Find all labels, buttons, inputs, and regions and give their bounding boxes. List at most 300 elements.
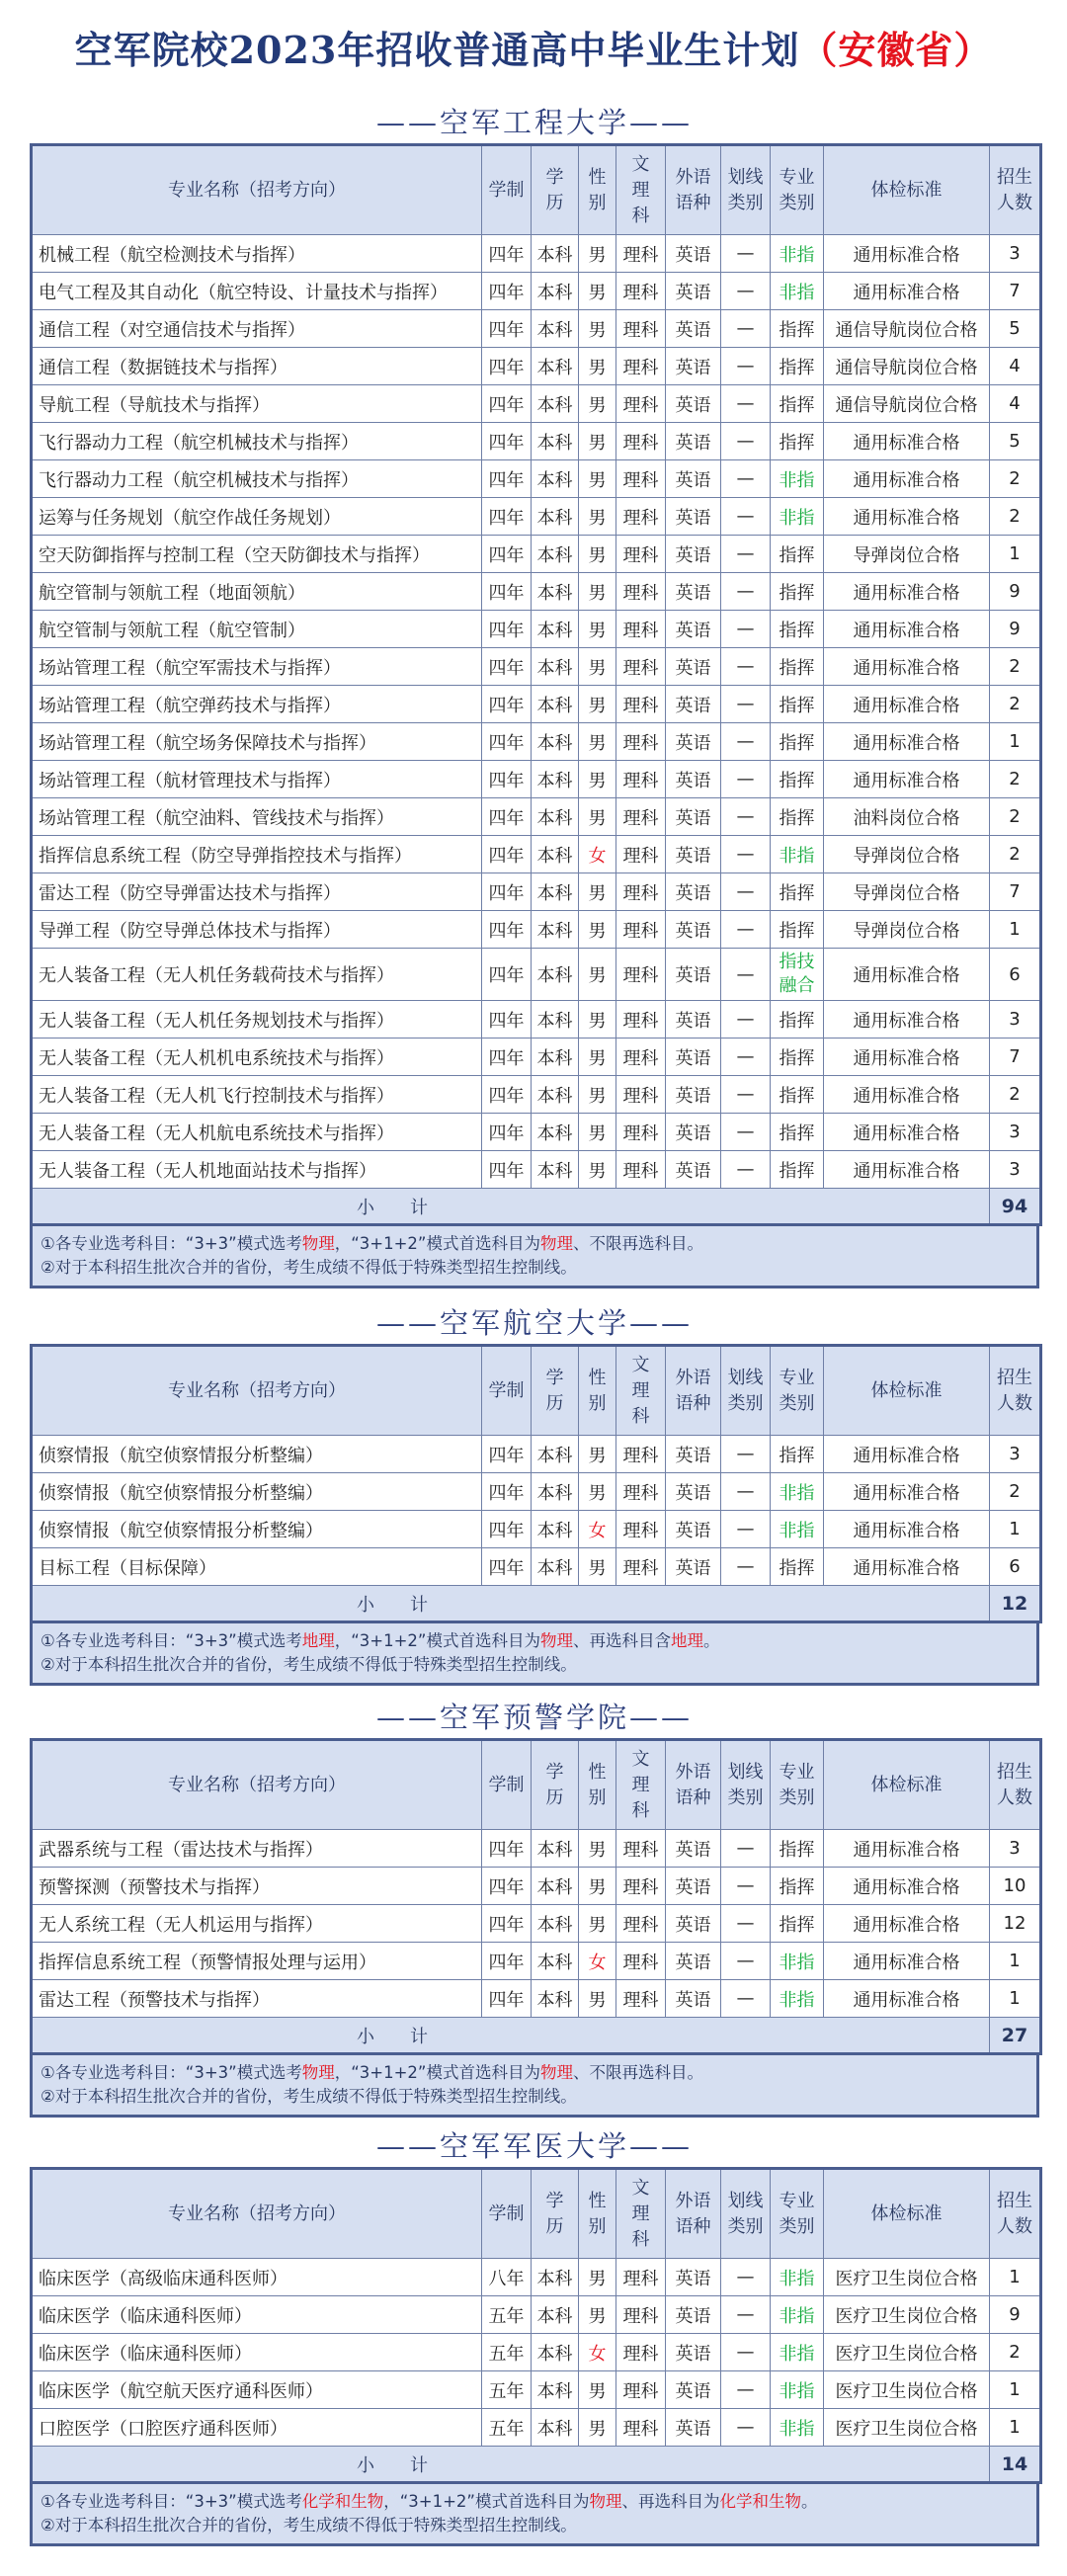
cell-count: 1 — [990, 2259, 1041, 2296]
cell-subject: 理科 — [616, 798, 666, 836]
cell-years: 四年 — [482, 235, 532, 273]
header-col-major-type: 专业类别 — [771, 145, 824, 235]
cell-years: 五年 — [482, 2371, 532, 2409]
cell-years: 四年 — [482, 573, 532, 611]
cell-line-type: — — [721, 2296, 771, 2334]
cell-health: 通用标准合格 — [824, 1436, 990, 1473]
cell-language: 英语 — [666, 1114, 721, 1151]
cell-degree: 本科 — [532, 1473, 579, 1511]
cell-line-type: — — [721, 761, 771, 798]
header-col-line-type: 划线类别 — [721, 1346, 771, 1436]
cell-line-type: — — [721, 1830, 771, 1868]
cell-name: 侦察情报（航空侦察情报分析整编） — [32, 1511, 482, 1548]
table-row — [32, 911, 1041, 949]
note-text: ②对于本科招生批次合并的省份，考生成绩不得低于特殊类型招生控制线。 — [41, 1655, 577, 1674]
cell-years: 四年 — [482, 273, 532, 310]
cell-health: 通用标准合格 — [824, 1511, 990, 1548]
table-row — [32, 1039, 1041, 1076]
cell-language: 英语 — [666, 423, 721, 460]
table-row — [32, 1830, 1041, 1868]
header-col-name: 专业名称（招考方向） — [32, 1346, 482, 1436]
cell-name: 无人装备工程（无人机任务规划技术与指挥） — [32, 1001, 482, 1039]
cell-gender: 男 — [579, 911, 616, 949]
cell-years: 四年 — [482, 1473, 532, 1511]
note-line — [41, 1256, 1028, 1280]
cell-major-type: 指挥 — [771, 310, 824, 348]
cell-health: 导弹岗位合格 — [824, 873, 990, 911]
cell-degree: 本科 — [532, 911, 579, 949]
cell-major-type: 非指 — [771, 1980, 824, 2018]
cell-health: 通用标准合格 — [824, 573, 990, 611]
cell-health: 通用标准合格 — [824, 686, 990, 723]
cell-name: 导航工程（导航技术与指挥） — [32, 385, 482, 423]
cell-degree: 本科 — [532, 686, 579, 723]
table-row — [32, 310, 1041, 348]
cell-health: 通用标准合格 — [824, 1151, 990, 1189]
cell-major-type: 指挥 — [771, 385, 824, 423]
cell-gender: 男 — [579, 1830, 616, 1868]
cell-years: 四年 — [482, 873, 532, 911]
cell-count: 1 — [990, 911, 1041, 949]
cell-language: 英语 — [666, 1473, 721, 1511]
table-row — [32, 385, 1041, 423]
cell-subject: 理科 — [616, 611, 666, 648]
cell-major-type: 非指 — [771, 498, 824, 536]
header-row — [32, 1346, 1041, 1436]
cell-name: 电气工程及其自动化（航空特设、计量技术与指挥） — [32, 273, 482, 310]
total-count: 12 — [990, 1586, 1041, 1622]
cell-language: 英语 — [666, 1436, 721, 1473]
cell-degree: 本科 — [532, 798, 579, 836]
cell-degree: 本科 — [532, 1436, 579, 1473]
cell-degree: 本科 — [532, 2259, 579, 2296]
table-row — [32, 1943, 1041, 1980]
cell-count: 5 — [990, 423, 1041, 460]
total-label: 小 计 — [32, 2018, 990, 2054]
cell-major-type: 指挥 — [771, 348, 824, 385]
plan-table — [30, 1738, 1042, 2055]
header-col-gender: 性别 — [579, 2169, 616, 2259]
header-col-language: 外语语种 — [666, 145, 721, 235]
cell-health: 通用标准合格 — [824, 423, 990, 460]
cell-language: 英语 — [666, 2334, 721, 2371]
header-col-language: 外语语种 — [666, 2169, 721, 2259]
note-line — [41, 2085, 1028, 2109]
note-text: 。 — [702, 1631, 720, 1650]
cell-name: 导弹工程（防空导弹总体技术与指挥） — [32, 911, 482, 949]
cell-major-type: 指挥 — [771, 1001, 824, 1039]
cell-language: 英语 — [666, 536, 721, 573]
cell-line-type: — — [721, 348, 771, 385]
cell-major-type: 指挥 — [771, 686, 824, 723]
cell-name: 雷达工程（预警技术与指挥） — [32, 1980, 482, 2018]
cell-degree: 本科 — [532, 1001, 579, 1039]
cell-health: 通用标准合格 — [824, 723, 990, 761]
cell-subject: 理科 — [616, 573, 666, 611]
header-col-gender: 性别 — [579, 1740, 616, 1830]
cell-years: 四年 — [482, 1001, 532, 1039]
cell-name: 预警探测（预警技术与指挥） — [32, 1868, 482, 1905]
cell-count: 2 — [990, 798, 1041, 836]
cell-name: 场站管理工程（航空军需技术与指挥） — [32, 648, 482, 686]
cell-subject: 理科 — [616, 1114, 666, 1151]
note-text: ，“3+1+2”模式首选科目为 — [334, 1234, 540, 1253]
cell-name: 飞行器动力工程（航空机械技术与指挥） — [32, 460, 482, 498]
cell-gender: 男 — [579, 761, 616, 798]
cell-major-type: 非指 — [771, 2334, 824, 2371]
cell-health: 通用标准合格 — [824, 761, 990, 798]
cell-count: 2 — [990, 686, 1041, 723]
cell-degree: 本科 — [532, 1114, 579, 1151]
cell-gender: 男 — [579, 1548, 616, 1586]
cell-health: 通用标准合格 — [824, 949, 990, 1001]
cell-gender: 男 — [579, 2409, 616, 2447]
cell-years: 四年 — [482, 536, 532, 573]
header-col-years: 学制 — [482, 1346, 532, 1436]
cell-language: 英语 — [666, 1980, 721, 2018]
cell-major-type: 非指 — [771, 235, 824, 273]
cell-gender: 男 — [579, 1001, 616, 1039]
cell-name: 场站管理工程（航空油料、管线技术与指挥） — [32, 798, 482, 836]
cell-gender: 男 — [579, 1905, 616, 1943]
table-row — [32, 1151, 1041, 1189]
cell-subject: 理科 — [616, 536, 666, 573]
cell-language: 英语 — [666, 498, 721, 536]
cell-major-type: 指挥 — [771, 1830, 824, 1868]
cell-subject: 理科 — [616, 911, 666, 949]
cell-major-type: 非指 — [771, 1943, 824, 1980]
header-col-degree: 学历 — [532, 145, 579, 235]
header-col-degree: 学历 — [532, 1740, 579, 1830]
cell-language: 英语 — [666, 1868, 721, 1905]
cell-name: 侦察情报（航空侦察情报分析整编） — [32, 1473, 482, 1511]
note-line — [41, 2514, 1028, 2537]
cell-line-type: — — [721, 873, 771, 911]
table-row — [32, 1473, 1041, 1511]
total-row — [32, 1189, 1041, 1225]
cell-health: 通用标准合格 — [824, 1473, 990, 1511]
cell-count: 3 — [990, 235, 1041, 273]
cell-count: 1 — [990, 1980, 1041, 2018]
table-row — [32, 949, 1041, 1001]
cell-major-type: 指挥 — [771, 1039, 824, 1076]
cell-subject: 理科 — [616, 873, 666, 911]
cell-years: 八年 — [482, 2259, 532, 2296]
header-col-degree: 学历 — [532, 1346, 579, 1436]
cell-name: 无人系统工程（无人机运用与指挥） — [32, 1905, 482, 1943]
plan-table — [30, 2167, 1042, 2484]
cell-name: 无人装备工程（无人机机电系统技术与指挥） — [32, 1039, 482, 1076]
cell-degree: 本科 — [532, 1980, 579, 2018]
header-col-major-type: 专业类别 — [771, 2169, 824, 2259]
cell-line-type: — — [721, 1076, 771, 1114]
cell-name: 侦察情报（航空侦察情报分析整编） — [32, 1436, 482, 1473]
cell-count: 1 — [990, 1511, 1041, 1548]
cell-major-type: 非指 — [771, 273, 824, 310]
cell-count: 12 — [990, 1905, 1041, 1943]
note-text: 。 — [800, 2492, 818, 2511]
header-col-subject: 文理科 — [616, 2169, 666, 2259]
note-text: 、再选科目为 — [621, 2492, 720, 2511]
cell-gender: 男 — [579, 573, 616, 611]
cell-subject: 理科 — [616, 949, 666, 1001]
cell-subject: 理科 — [616, 2296, 666, 2334]
cell-language: 英语 — [666, 1943, 721, 1980]
cell-years: 四年 — [482, 648, 532, 686]
cell-count: 2 — [990, 761, 1041, 798]
cell-subject: 理科 — [616, 1151, 666, 1189]
cell-line-type: — — [721, 648, 771, 686]
cell-major-type: 指技融合 — [771, 949, 824, 1001]
cell-count: 9 — [990, 573, 1041, 611]
table-row — [32, 498, 1041, 536]
cell-degree: 本科 — [532, 2296, 579, 2334]
cell-gender: 男 — [579, 873, 616, 911]
cell-subject: 理科 — [616, 310, 666, 348]
note-highlight: 物理 — [589, 2492, 622, 2511]
cell-major-type: 指挥 — [771, 873, 824, 911]
total-count: 94 — [990, 1189, 1041, 1225]
cell-subject: 理科 — [616, 1001, 666, 1039]
cell-major-type: 非指 — [771, 2259, 824, 2296]
cell-health: 医疗卫生岗位合格 — [824, 2371, 990, 2409]
cell-line-type: — — [721, 1151, 771, 1189]
cell-gender: 男 — [579, 686, 616, 723]
cell-name: 飞行器动力工程（航空机械技术与指挥） — [32, 423, 482, 460]
cell-gender: 男 — [579, 949, 616, 1001]
cell-subject: 理科 — [616, 348, 666, 385]
cell-gender: 男 — [579, 536, 616, 573]
table-row — [32, 536, 1041, 573]
table-row — [32, 1001, 1041, 1039]
section-title: ——空军预警学院—— — [375, 1701, 693, 1734]
table-row — [32, 1548, 1041, 1586]
cell-years: 四年 — [482, 761, 532, 798]
page-title-main: 空军院校2023年招收普通高中毕业生计划 — [74, 28, 800, 72]
cell-years: 四年 — [482, 1868, 532, 1905]
table-row — [32, 460, 1041, 498]
total-row — [32, 1586, 1041, 1622]
cell-degree: 本科 — [532, 1076, 579, 1114]
cell-degree: 本科 — [532, 2371, 579, 2409]
notes-box — [30, 2055, 1039, 2118]
cell-language: 英语 — [666, 1039, 721, 1076]
cell-health: 通用标准合格 — [824, 1943, 990, 1980]
cell-gender: 男 — [579, 2371, 616, 2409]
cell-name: 临床医学（临床通科医师） — [32, 2334, 482, 2371]
header-col-gender: 性别 — [579, 1346, 616, 1436]
cell-health: 通用标准合格 — [824, 235, 990, 273]
cell-name: 雷达工程（防空导弹雷达技术与指挥） — [32, 873, 482, 911]
cell-language: 英语 — [666, 348, 721, 385]
cell-major-type: 非指 — [771, 2371, 824, 2409]
cell-major-type: 指挥 — [771, 1076, 824, 1114]
cell-subject: 理科 — [616, 648, 666, 686]
table-row — [32, 1511, 1041, 1548]
table-row — [32, 1076, 1041, 1114]
header-col-subject: 文理科 — [616, 1346, 666, 1436]
cell-line-type: — — [721, 1548, 771, 1586]
cell-degree: 本科 — [532, 949, 579, 1001]
table-row — [32, 1905, 1041, 1943]
cell-health: 导弹岗位合格 — [824, 836, 990, 873]
cell-name: 临床医学（临床通科医师） — [32, 2296, 482, 2334]
total-label: 小 计 — [32, 2447, 990, 2483]
cell-subject: 理科 — [616, 2259, 666, 2296]
cell-degree: 本科 — [532, 498, 579, 536]
cell-name: 通信工程（数据链技术与指挥） — [32, 348, 482, 385]
cell-years: 四年 — [482, 460, 532, 498]
header-col-line-type: 划线类别 — [721, 2169, 771, 2259]
cell-years: 四年 — [482, 1436, 532, 1473]
cell-name: 指挥信息系统工程（防空导弹指控技术与指挥） — [32, 836, 482, 873]
cell-gender: 男 — [579, 1473, 616, 1511]
cell-subject: 理科 — [616, 1511, 666, 1548]
header-col-health: 体检标准 — [824, 1346, 990, 1436]
total-row — [32, 2447, 1041, 2483]
cell-language: 英语 — [666, 573, 721, 611]
cell-health: 通用标准合格 — [824, 1076, 990, 1114]
cell-line-type: — — [721, 1039, 771, 1076]
header-col-count: 招生人数 — [990, 145, 1041, 235]
cell-years: 四年 — [482, 498, 532, 536]
cell-health: 通信导航岗位合格 — [824, 385, 990, 423]
cell-line-type: — — [721, 1943, 771, 1980]
note-highlight: 物理 — [539, 1631, 573, 1650]
cell-subject: 理科 — [616, 1943, 666, 1980]
cell-health: 通信导航岗位合格 — [824, 310, 990, 348]
cell-degree: 本科 — [532, 1548, 579, 1586]
cell-major-type: 指挥 — [771, 1151, 824, 1189]
cell-line-type: — — [721, 385, 771, 423]
cell-name: 通信工程（对空通信技术与指挥） — [32, 310, 482, 348]
cell-subject: 理科 — [616, 385, 666, 423]
cell-years: 四年 — [482, 1980, 532, 2018]
table-row — [32, 761, 1041, 798]
cell-count: 1 — [990, 723, 1041, 761]
cell-health: 通信导航岗位合格 — [824, 348, 990, 385]
cell-name: 航空管制与领航工程（航空管制） — [32, 611, 482, 648]
header-col-years: 学制 — [482, 2169, 532, 2259]
cell-count: 5 — [990, 310, 1041, 348]
cell-language: 英语 — [666, 949, 721, 1001]
cell-health: 医疗卫生岗位合格 — [824, 2409, 990, 2447]
total-label: 小 计 — [32, 1586, 990, 1622]
notes-box — [30, 1226, 1039, 1288]
cell-years: 四年 — [482, 1548, 532, 1586]
cell-years: 四年 — [482, 1114, 532, 1151]
cell-language: 英语 — [666, 273, 721, 310]
cell-gender: 男 — [579, 1980, 616, 2018]
cell-subject: 理科 — [616, 235, 666, 273]
cell-health: 医疗卫生岗位合格 — [824, 2296, 990, 2334]
cell-health: 导弹岗位合格 — [824, 536, 990, 573]
cell-name: 临床医学（航空航天医疗通科医师） — [32, 2371, 482, 2409]
cell-degree: 本科 — [532, 273, 579, 310]
section-title: ——空军工程大学—— — [375, 106, 693, 139]
total-count: 14 — [990, 2447, 1041, 2483]
cell-subject: 理科 — [616, 1905, 666, 1943]
cell-name: 无人装备工程（无人机航电系统技术与指挥） — [32, 1114, 482, 1151]
cell-line-type: — — [721, 498, 771, 536]
cell-degree: 本科 — [532, 611, 579, 648]
cell-line-type: — — [721, 1868, 771, 1905]
cell-line-type: — — [721, 723, 771, 761]
header-col-years: 学制 — [482, 145, 532, 235]
cell-gender: 男 — [579, 498, 616, 536]
cell-degree: 本科 — [532, 1905, 579, 1943]
cell-count: 2 — [990, 460, 1041, 498]
header-col-name: 专业名称（招考方向） — [32, 1740, 482, 1830]
section-engineering-university — [30, 102, 1039, 1288]
cell-line-type: — — [721, 310, 771, 348]
plan-table — [30, 1344, 1042, 1623]
header-row — [32, 2169, 1041, 2259]
note-line — [41, 2490, 1028, 2514]
cell-health: 通用标准合格 — [824, 1830, 990, 1868]
cell-health: 通用标准合格 — [824, 611, 990, 648]
cell-years: 四年 — [482, 911, 532, 949]
cell-line-type: — — [721, 1436, 771, 1473]
cell-health: 通用标准合格 — [824, 1868, 990, 1905]
plan-table — [30, 143, 1042, 1226]
table-row — [32, 1980, 1041, 2018]
cell-line-type: — — [721, 573, 771, 611]
cell-count: 1 — [990, 2371, 1041, 2409]
cell-line-type: — — [721, 686, 771, 723]
cell-subject: 理科 — [616, 1868, 666, 1905]
note-text: ②对于本科招生批次合并的省份，考生成绩不得低于特殊类型招生控制线。 — [41, 2516, 577, 2534]
cell-subject: 理科 — [616, 498, 666, 536]
table-row — [32, 836, 1041, 873]
header-col-years: 学制 — [482, 1740, 532, 1830]
cell-gender: 男 — [579, 611, 616, 648]
cell-language: 英语 — [666, 761, 721, 798]
cell-language: 英语 — [666, 1001, 721, 1039]
cell-language: 英语 — [666, 873, 721, 911]
cell-degree: 本科 — [532, 385, 579, 423]
cell-degree: 本科 — [532, 423, 579, 460]
note-line — [41, 1653, 1028, 1677]
note-text: ，“3+1+2”模式首选科目为 — [383, 2492, 590, 2511]
cell-degree: 本科 — [532, 1039, 579, 1076]
cell-years: 四年 — [482, 1151, 532, 1189]
cell-name: 航空管制与领航工程（地面领航） — [32, 573, 482, 611]
cell-health: 通用标准合格 — [824, 460, 990, 498]
cell-degree: 本科 — [532, 1830, 579, 1868]
cell-degree: 本科 — [532, 1943, 579, 1980]
cell-count: 1 — [990, 536, 1041, 573]
cell-line-type: — — [721, 1980, 771, 2018]
total-row — [32, 2018, 1041, 2054]
cell-subject: 理科 — [616, 1436, 666, 1473]
section-medical-university — [30, 2125, 1039, 2546]
cell-language: 英语 — [666, 1905, 721, 1943]
cell-gender: 男 — [579, 385, 616, 423]
cell-language: 英语 — [666, 1830, 721, 1868]
cell-years: 四年 — [482, 1039, 532, 1076]
cell-line-type: — — [721, 1511, 771, 1548]
cell-degree: 本科 — [532, 536, 579, 573]
note-text: 、不限再选科目。 — [572, 2063, 703, 2082]
cell-count: 2 — [990, 2334, 1041, 2371]
cell-major-type: 非指 — [771, 1511, 824, 1548]
cell-language: 英语 — [666, 1076, 721, 1114]
cell-language: 英语 — [666, 385, 721, 423]
cell-major-type: 非指 — [771, 836, 824, 873]
note-text: ①各专业选考科目：“3+3”模式选考 — [41, 1234, 302, 1253]
notes-box — [30, 1623, 1039, 1686]
